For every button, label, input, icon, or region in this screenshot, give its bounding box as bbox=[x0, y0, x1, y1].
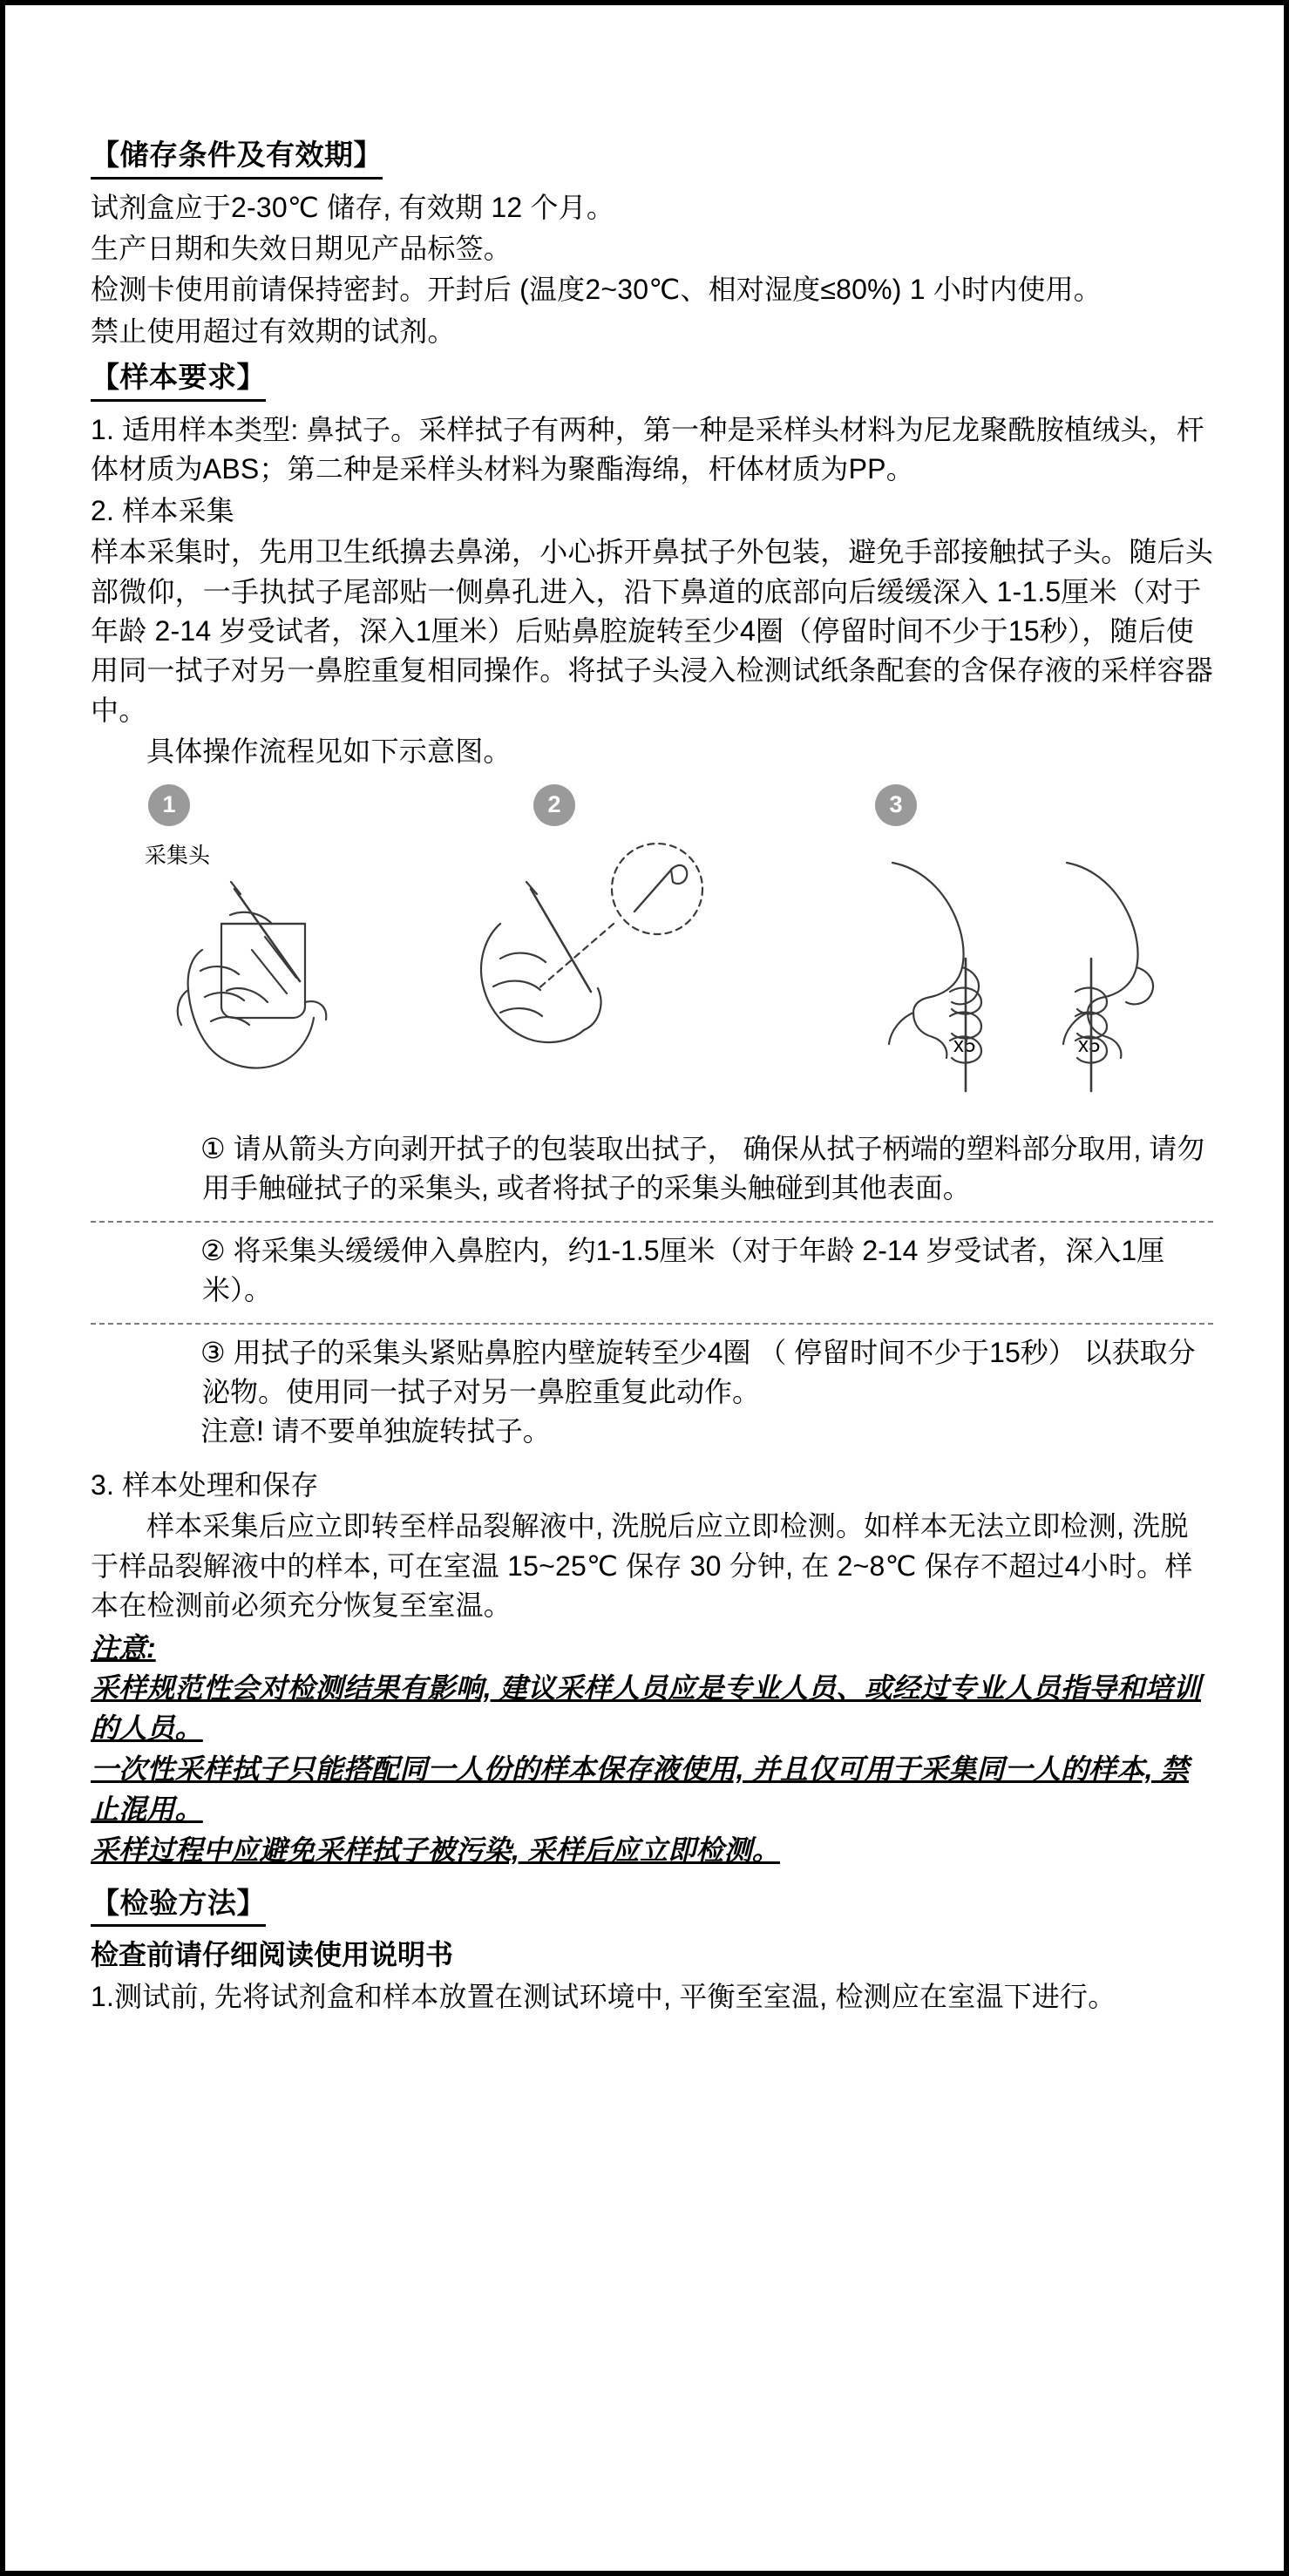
step-badge-2: 2 bbox=[533, 784, 575, 826]
note-line-3: 采样过程中应避免采样拭子被污染, 采样后应立即检测。 bbox=[91, 1834, 780, 1866]
test-method-subheading: 检查前请仔细阅读使用说明书 bbox=[91, 1939, 454, 1971]
caption-step-3-warning: 注意! 请不要单独旋转拭子。 bbox=[200, 1415, 551, 1447]
caption-block-3 bbox=[91, 1328, 1213, 1461]
storage-line-3: 检测卡使用前请保持密封。开封后 (温度2~30℃、相对湿度≤80%) 1 小时内使用。 bbox=[91, 274, 1102, 306]
sample-collection-text: 样本采集时，先用卫生纸擤去鼻涕，小心拆开鼻拭子外包装，避免手部接触拭子头。随后头部微仰，一手执拭子尾部贴一侧鼻孔进入，沿下鼻道的底部向后缓缓深入 1-1.5厘米（对于年龄 2-14 岁受试者，深入1厘米）后贴鼻腔旋转至少4圈（停留时间不少于15秒），随后使用同一拭子对另一鼻腔重复相同操作。将拭子头浸入检测试纸条配套的含保存液的采样容器中。 bbox=[91, 536, 1214, 726]
test-method-step-1: 1.测试前, 先将试剂盒和样本放置在测试环境中, 平衡至室温, 检测应在室温下进行。 bbox=[91, 1980, 1116, 2012]
document-content bbox=[91, 136, 1213, 2018]
section-heading-test-method: 【检验方法】 bbox=[91, 1884, 266, 1928]
caption-step-2: ② 将采集头缓缓伸入鼻腔内，约1-1.5厘米（对于年龄 2-14 岁受试者，深入1厘米）。 bbox=[200, 1234, 1165, 1306]
procedure-figure bbox=[91, 784, 1213, 1124]
figure-intro: 具体操作流程见如下示意图。 bbox=[146, 736, 512, 768]
storage-line-1: 试剂盒应于2-30℃ 储存, 有效期 12 个月。 bbox=[91, 191, 615, 223]
rotation-mark-right: x5 bbox=[1078, 1033, 1101, 1057]
procedure-illustration bbox=[91, 784, 1213, 1124]
caption-divider-1 bbox=[91, 1221, 1213, 1223]
section-heading-sample-requirements: 【样本要求】 bbox=[91, 358, 266, 402]
caption-block-1 bbox=[91, 1124, 1213, 1217]
caption-block-2 bbox=[91, 1226, 1213, 1319]
step-badge-3: 3 bbox=[875, 784, 917, 826]
caption-divider-2 bbox=[91, 1323, 1213, 1325]
handling-text: 样本采集后应立即转至样品裂解液中, 洗脱后应立即检测。如样本无法立即检测, 洗脱于样品裂解液中的样本, 可在室温 15~25℃ 保存 30 分钟, 在 2~8℃ 保存不超过4小时。样本在检测前必须充分恢复至室温。 bbox=[91, 1510, 1193, 1622]
section-heading-storage: 【储存条件及有效期】 bbox=[91, 136, 383, 180]
caption-step-1: ① 请从箭头方向剥开拭子的包装取出拭子， 确保从拭子柄端的塑料部分取用, 请勿用手触碰拭子的采集头, 或者将拭子的采集头触碰到其他表面。 bbox=[200, 1132, 1205, 1204]
storage-line-2: 生产日期和失效日期见产品标签。 bbox=[91, 232, 512, 264]
note-line-1: 采样规范性会对检测结果有影响, 建议采样人员应是专业人员、或经过专业人员指导和培训的人员。 bbox=[91, 1671, 1201, 1745]
sample-collection-heading: 2. 样本采集 bbox=[91, 494, 234, 526]
storage-line-4: 禁止使用超过有效期的试剂。 bbox=[91, 315, 456, 347]
caption-step-3: ③ 用拭子的采集头紧贴鼻腔内壁旋转至少4圈 （ 停留时间不少于15秒） 以获取分泌物。使用同一拭子对另一鼻腔重复此动作。 bbox=[200, 1336, 1196, 1407]
notes-title: 注意: bbox=[91, 1631, 156, 1664]
rotation-mark-left: x5 bbox=[953, 1033, 976, 1057]
collection-head-label: 采集头 bbox=[145, 843, 211, 868]
sample-type: 1. 适用样本类型: 鼻拭子。采样拭子有两种，第一种是采样头材料为尼龙聚酰胺植绒头，杆体材质为ABS；第二种是采样头材料为聚酯海绵，杆体材质为PP。 bbox=[91, 413, 1204, 485]
step-badge-1: 1 bbox=[148, 784, 190, 826]
note-line-2: 一次性采样拭子只能搭配同一人份的样本保存液使用, 并且仅可用于采集同一人的样本, 禁止混用。 bbox=[91, 1752, 1189, 1826]
handling-heading: 3. 样本处理和保存 bbox=[91, 1468, 319, 1501]
